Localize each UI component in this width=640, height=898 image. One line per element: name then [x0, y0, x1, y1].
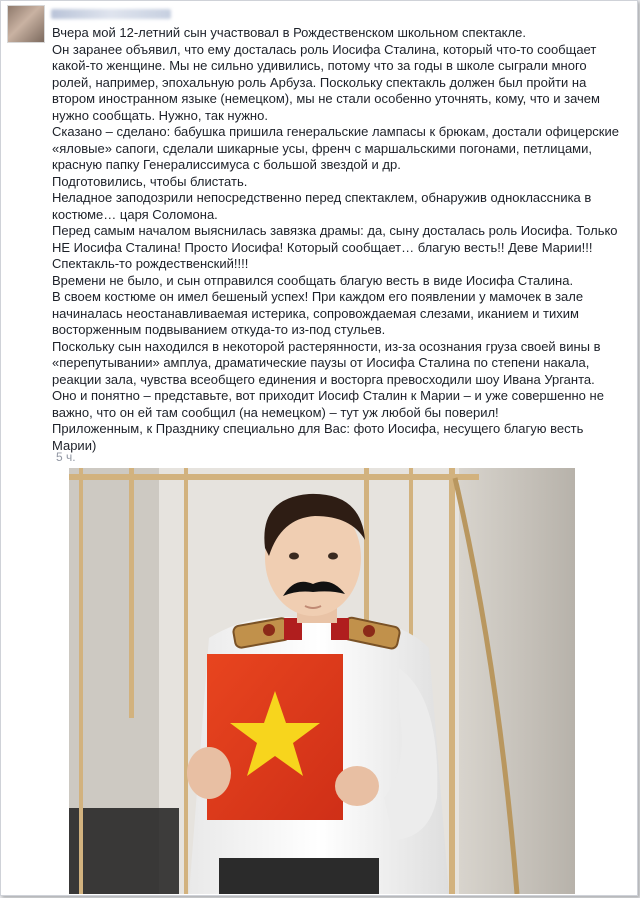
post-photo[interactable] — [69, 468, 575, 894]
post-paragraph: Вчера мой 12-летний сын участвовал в Рождественском школьном спектакле. — [52, 25, 526, 40]
photo-boy-costume — [69, 468, 575, 894]
post-paragraph: Неладное заподозрили непосредственно перед спектаклем, обнаружив одноклассника в костюме… царя Соломона. — [52, 190, 592, 222]
post-paragraph: Приложенным, к Празднику специально для Вас: фото Иосифа, несущего благую весть Марии) — [52, 421, 584, 453]
post-text — [52, 25, 630, 454]
post-paragraph: Сказано – сделано: бабушка пришила генеральские лампасы к брюкам, достали офицерские «яловые» сапоги, сделали шикарные усы, френч с маршальскими погонами, петлицами, красную папку Генералиссимуса с большой звездой и др. — [52, 124, 619, 172]
post-paragraph: Поскольку сын находился в некоторой растерянности, из-за осознания груза своей вины в «перепутывании» амплуа, драматические паузы от Иосифа Сталина по степени накала, реакции зала, чувства всеобщего единения и восторга превосходили шоу Ивана Урганта. — [52, 338, 601, 387]
post-paragraph: Оно и понятно – представьте, вот приходит Иосиф Сталин к Марии – и уже совершенно не важно, что он ей там сообщил (на немецком) – тут уж любой бы поверил! — [52, 388, 604, 420]
post-timestamp[interactable]: 5 ч. — [56, 450, 76, 464]
post-paragraph: Перед самым началом выяснилась завязка драмы: да, сыну досталась роль Иосифа. Только НЕ Иосифа Сталина! Просто Иосифа! Который сообщает… благую весть!! Деве Марии!!! Спектакль-то рождественский!!!! — [52, 223, 618, 271]
author-name-blurred[interactable] — [51, 9, 171, 19]
post-paragraph: Времени не было, и сын отправился сообщать благую весть в виде Иосифа Сталина. — [52, 272, 574, 288]
post-paragraph: Он заранее объявил, что ему досталась роль Иосифа Сталина, который что-то сообщает какой-то женщине. Мы не сильно удивились, потому что за годы в школе сыграли много ролей, например, эпохальную роль Арбуза. Поскольку спектакль должен был пройти на втором иностранном языке (немецком), мы не стали особенно уточнять, кому, что и зачем нужно сообщать. Нужно, так нужно. — [52, 41, 600, 123]
post-paragraph: Подготовились, чтобы блистать. — [52, 173, 248, 189]
post-paragraph: В своем костюме он имел бешеный успех! При каждом его появлении у мамочек в зале начиналась неостанавливаемая истерика, сопровождаемая слезами, иканием и тихим восторженным подвыванием откуда-то из-под стульев. — [52, 289, 584, 337]
author-avatar[interactable] — [7, 5, 45, 43]
